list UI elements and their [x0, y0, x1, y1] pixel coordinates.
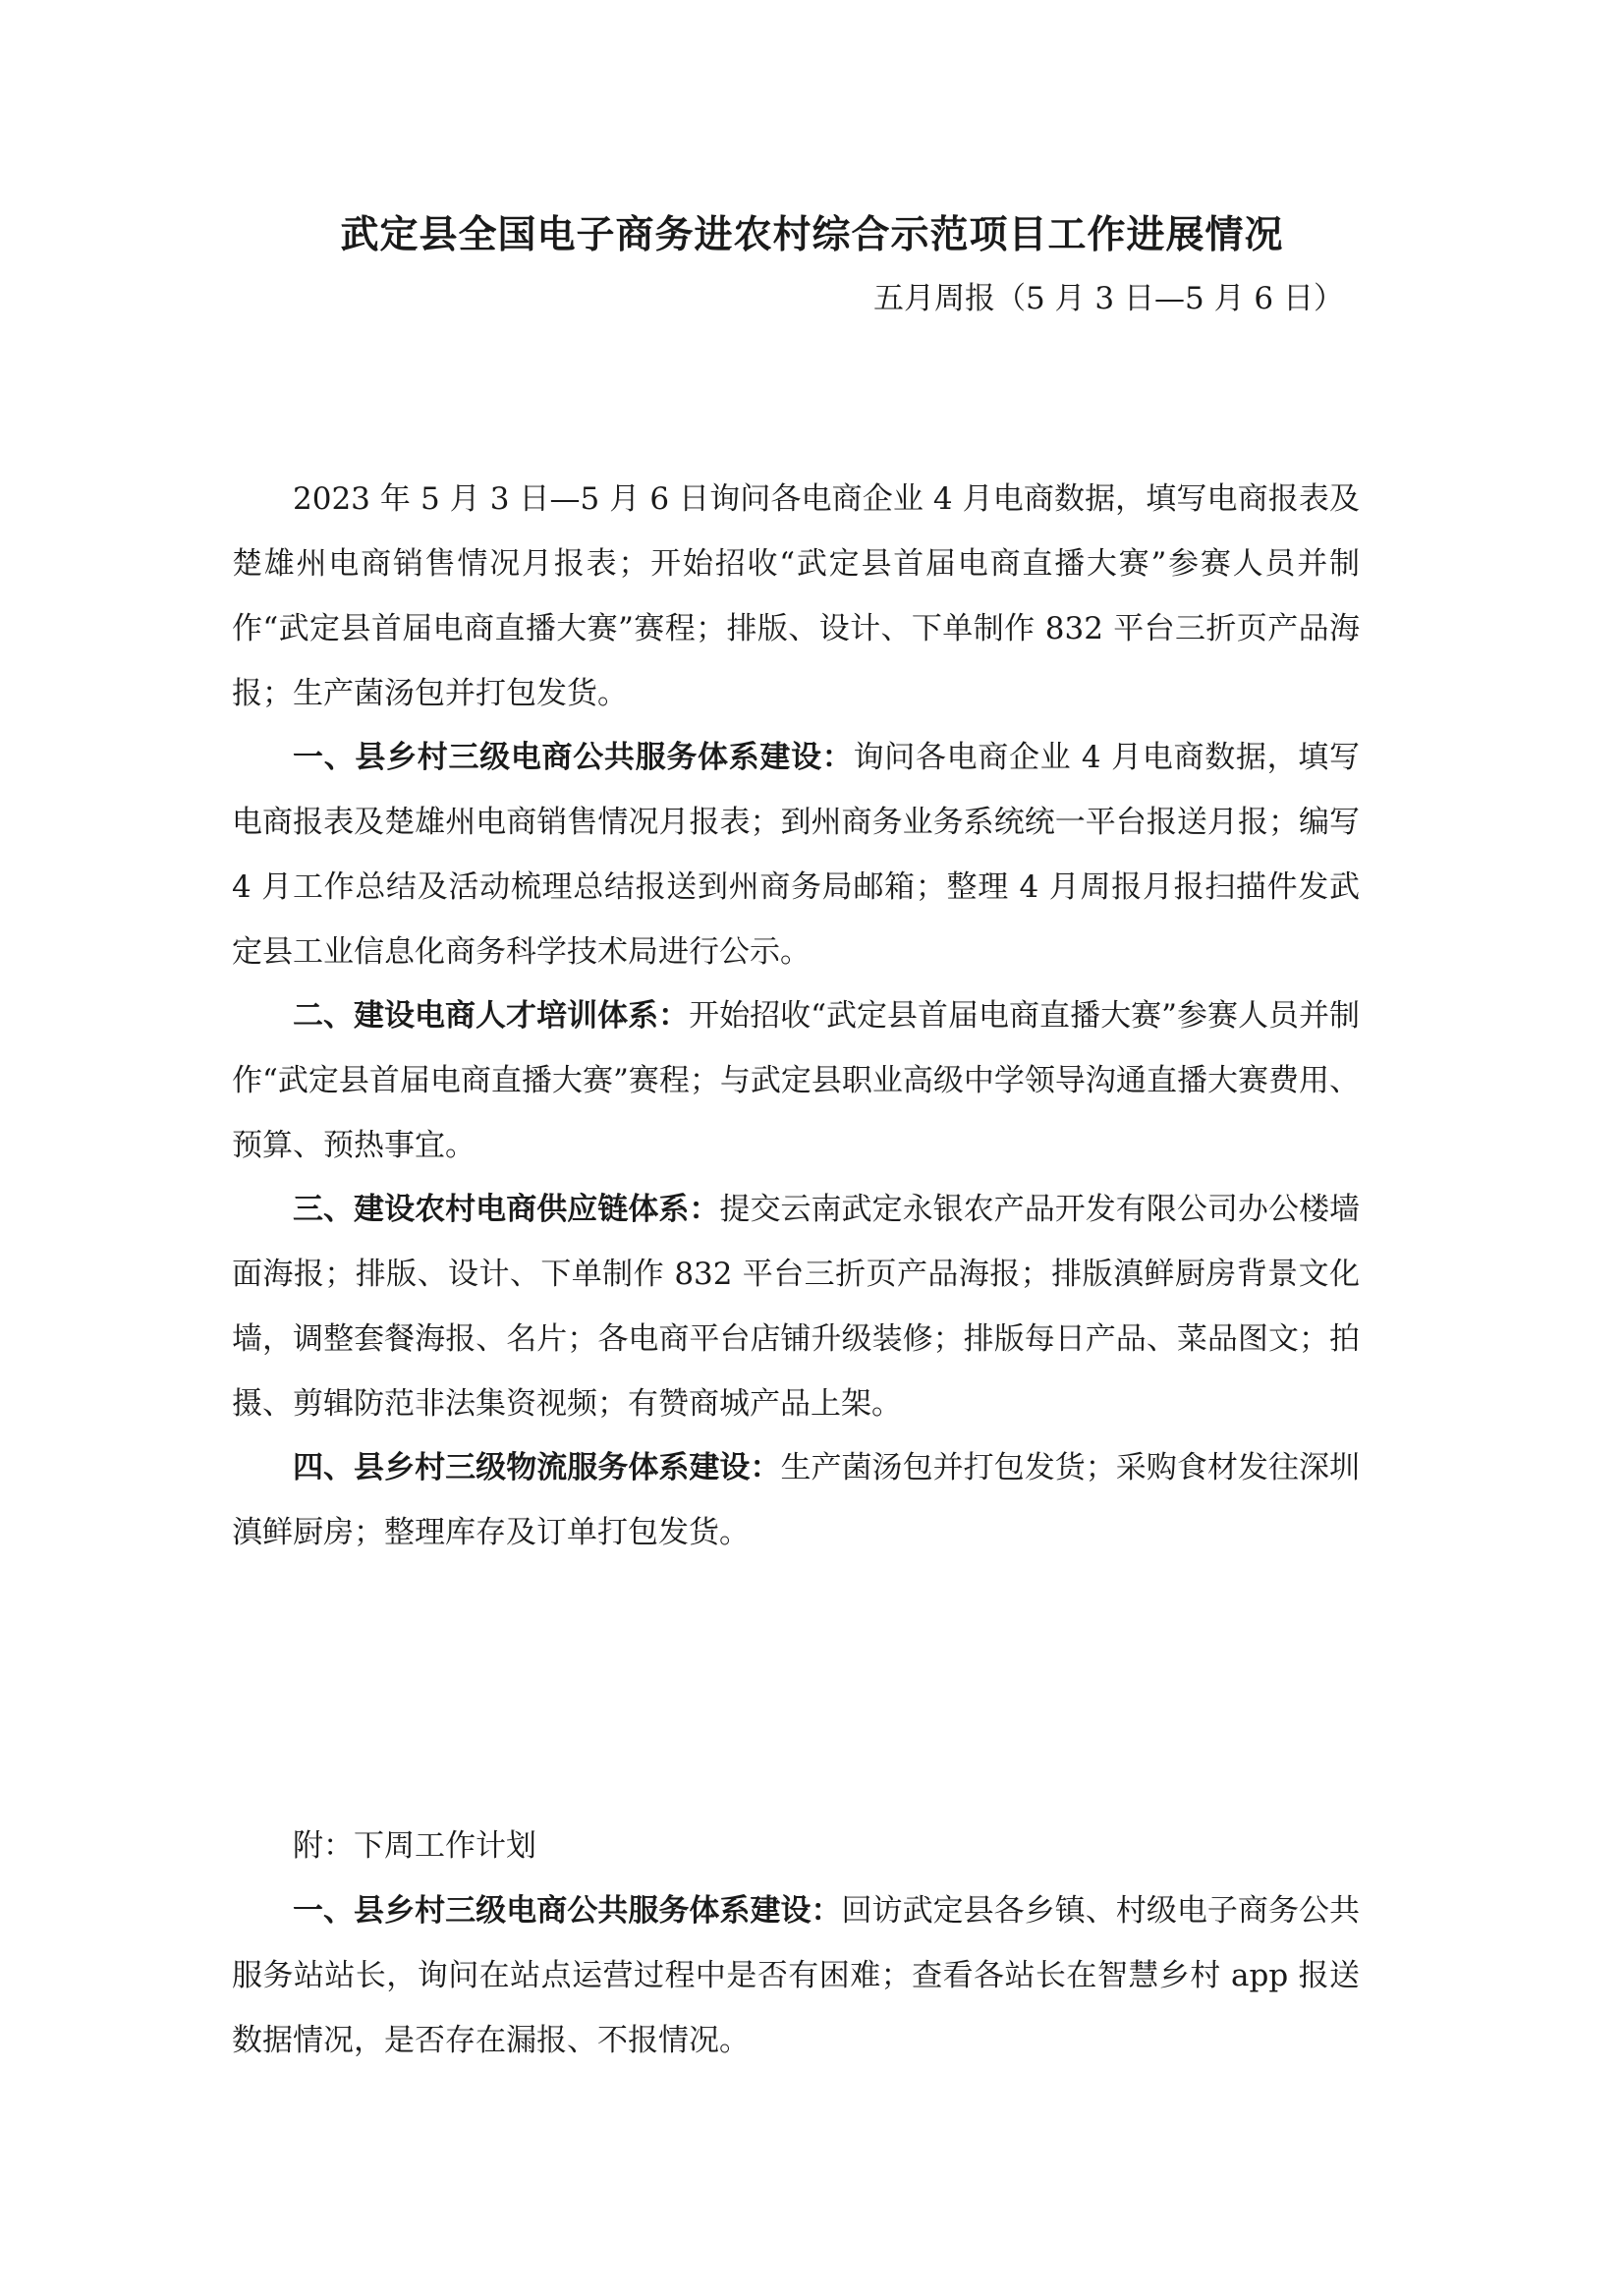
section-heading: 一、县乡村三级电商公共服务体系建设： [293, 740, 854, 775]
section-text: 询问各电商企业 4 月电商数据，填写电商报表及楚雄州电商销售情况月报表；到州商务业务系统统一平台报送月报；编写 4 月工作总结及活动梳理总结报送到州商务局邮箱；整理 4 月周报月报扫描件发武定县工业信息化商务科学技术局进行公示。 [232, 740, 1361, 970]
section-heading: 二、建设电商人才培训体系： [293, 998, 690, 1034]
section-text: 生产菌汤包并打包发货；采购食材发往深圳滇鲜厨房；整理库存及订单打包发货。 [232, 1450, 1360, 1550]
section-heading: 三、建设农村电商供应链体系： [293, 1192, 720, 1227]
next-week-heading: 一、县乡村三级电商公共服务体系建设： [293, 1893, 842, 1929]
next-week-text: 回访武定县各乡镇、村级电子商务公共服务站站长，询问在站点运营过程中是否有困难；查看各站长在智慧乡村 app 报送数据情况，是否存在漏报、不报情况。 [232, 1893, 1361, 2058]
section-paragraph [232, 725, 1360, 984]
appendix-title: 附：下周工作计划 [293, 1828, 536, 1864]
document-title: 武定县全国电子商务进农村综合示范项目工作进展情况 [340, 213, 1284, 257]
section-paragraph [232, 983, 1360, 1178]
section-paragraph [232, 1435, 1360, 1565]
section-text: 开始招收“武定县首届电商直播大赛”参赛人员并制作“武定县首届电商直播大赛”赛程；与武定县职业高级中学领导沟通直播大赛费用、预算、预热事宜。 [232, 998, 1360, 1163]
next-week-paragraph [232, 1878, 1360, 2073]
section-text: 提交云南武定永银农产品开发有限公司办公楼墙面海报；排版、设计、下单制作 832 平台三折页产品海报；排版滇鲜厨房背景文化墙，调整套餐海报、名片；各电商平台店铺升级装修；排版每日产品、菜品图文；拍摄、剪辑防范非法集资视频；有赞商城产品上架。 [232, 1192, 1361, 1422]
intro-paragraph: 2023 年 5 月 3 日—5 月 6 日询问各电商企业 4 月电商数据，填写电商报表及楚雄州电商销售情况月报表；开始招收“武定县首届电商直播大赛”参赛人员并制作“武定县首届电商直播大赛”赛程；排版、设计、下单制作 832 平台三折页产品海报；生产菌汤包并打包发货。 [232, 481, 1360, 711]
document-subtitle: 五月周报（5 月 3 日—5 月 6 日） [872, 281, 1344, 316]
section-paragraph [232, 1177, 1360, 1436]
section-heading: 四、县乡村三级物流服务体系建设： [293, 1450, 781, 1485]
